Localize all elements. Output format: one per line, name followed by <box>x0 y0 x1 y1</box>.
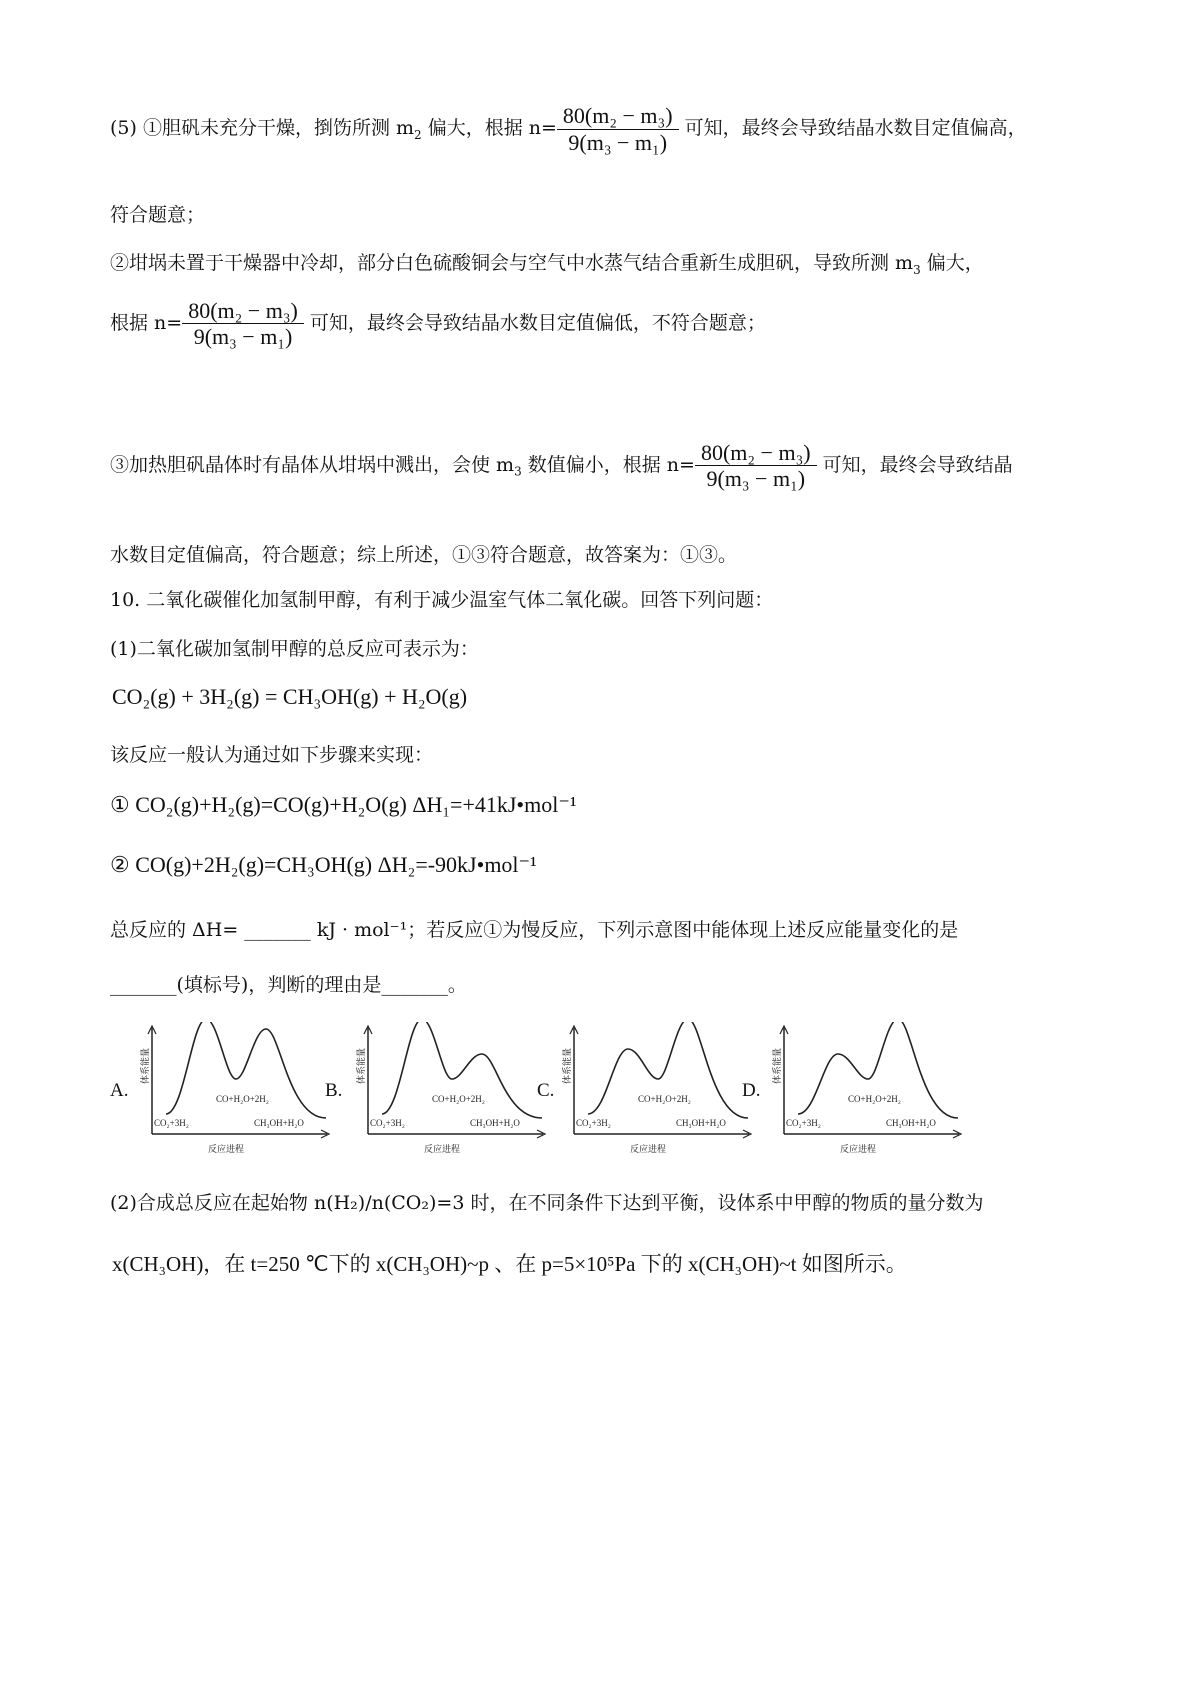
intermediate-label: CO+H₂O+2H₂ <box>848 1094 901 1104</box>
fraction-num: 80(m₂ − m₃) <box>695 440 817 466</box>
y-axis-label: 体系能量 <box>356 1047 366 1084</box>
option-label: C. <box>537 1080 555 1101</box>
p5c-line1-mid: 数值偏小，根据 n= <box>521 453 695 476</box>
fraction-2 <box>182 298 304 350</box>
fraction-den: 9(m₃ − m₁) <box>193 324 293 350</box>
p5c-line1 <box>110 440 1013 492</box>
y-axis-label: 体系能量 <box>140 1047 150 1084</box>
reactant-label: CO₂+3H₂ <box>576 1118 611 1128</box>
fraction-num: 80(m₂ − m₃) <box>557 103 679 129</box>
fraction-3 <box>695 440 817 492</box>
q10-p2-line2: x(CH₃OH)，在 t=250 ℃下的 x(CH₃OH)~p 、在 p=5×10⁵Pa 下的 x(CH₃OH)~t 如图所示。 <box>112 1252 907 1276</box>
p5b-line1-end: 偏大， <box>920 252 984 274</box>
q10-total-equation: CO₂(g) + 3H₂(g) = CH₃OH(g) + H₂O(g) <box>112 684 468 709</box>
product-label: CH₃OH+H₂O <box>886 1118 936 1128</box>
q10-stem: 10. 二氧化碳催化加氢制甲醇，有利于减少温室气体二氧化碳。回答下列问题： <box>110 589 774 611</box>
p5-line2: 符合题意； <box>110 204 206 226</box>
p5c-line2: 水数目定值偏高，符合题意；综上所述，①③符合题意，故答案为：①③。 <box>110 544 738 566</box>
p5-prefix: (5) ①胆矾未充分干燥，捯饬所测 m <box>110 117 415 139</box>
x-axis-label: 反应进程 <box>424 1144 461 1154</box>
intermediate-label: CO+H₂O+2H₂ <box>216 1094 269 1104</box>
energy-diagram <box>354 1022 549 1157</box>
p5b-line2-pre: 根据 n= <box>110 311 183 334</box>
q10-step2: ② CO(g)+2H₂(g)=CH₃OH(g) ΔH₂=-90kJ•mol⁻¹ <box>110 852 537 877</box>
option-label: B. <box>325 1080 343 1101</box>
q10-p1: (1)二氧化碳加氢制甲醇的总反应可表示为： <box>110 638 479 660</box>
fraction-den: 9(m₃ − m₁) <box>568 129 668 155</box>
p5b-line1-text: ②坩埚未置于干燥器中冷却，部分白色硫酸铜会与空气中水蒸气结合重新生成胆矾，导致所测 m <box>110 252 914 274</box>
p5c-line1-pre: ③加热胆矾晶体时有晶体从坩埚中溅出，会使 m <box>110 453 515 476</box>
product-label: CH₃OH+H₂O <box>676 1118 726 1128</box>
p5-line1 <box>110 98 1027 165</box>
reactant-label: CO₂+3H₂ <box>786 1118 821 1128</box>
q10-ask-line2: _______(填标号)，判断的理由是_______。 <box>110 974 467 996</box>
p5c-m-sub: 3 <box>514 464 522 479</box>
reactant-label: CO₂+3H₂ <box>154 1118 189 1128</box>
p5b-line1 <box>110 248 984 277</box>
x-axis-label: 反应进程 <box>840 1144 877 1154</box>
energy-diagram <box>138 1022 333 1157</box>
q10-p2-line1: (2)合成总反应在起始物 n(H₂)/n(CO₂)=3 时，在不同条件下达到平衡，设体系中甲醇的物质的量分数为 <box>110 1192 984 1214</box>
product-label: CH₃OH+H₂O <box>254 1118 304 1128</box>
fraction-num: 80(m₂ − m₃) <box>182 298 304 324</box>
y-axis-label: 体系能量 <box>772 1047 782 1084</box>
x-axis-label: 反应进程 <box>208 1144 245 1154</box>
fraction-1 <box>557 103 679 155</box>
intermediate-label: CO+H₂O+2H₂ <box>432 1094 485 1104</box>
x-axis-label: 反应进程 <box>630 1144 667 1154</box>
reactant-label: CO₂+3H₂ <box>370 1118 405 1128</box>
q10-steps-intro: 该反应一般认为通过如下步骤来实现： <box>110 744 434 766</box>
p5c-line1-post: 可知，最终会导致结晶 <box>816 453 1013 476</box>
option-label: D. <box>742 1080 761 1101</box>
energy-diagram <box>770 1022 965 1157</box>
p5-suffix: 可知，最终会导致结晶水数目定值偏高， <box>678 117 1027 139</box>
product-label: CH₃OH+H₂O <box>470 1118 520 1128</box>
q10-ask-line1: 总反应的 ΔH= _______ kJ · mol⁻¹；若反应①为慢反应，下列示意图中能体现上述反应能量变化的是 <box>110 919 959 941</box>
intermediate-label: CO+H₂O+2H₂ <box>638 1094 691 1104</box>
p5b-line2 <box>110 298 766 350</box>
option-label: A. <box>110 1080 129 1101</box>
p5b-m-sub: 3 <box>913 262 921 277</box>
energy-diagram <box>560 1022 755 1157</box>
p5b-line2-post: 可知，最终会导致结晶水数目定值偏低，不符合题意； <box>303 311 766 334</box>
p5-mid: 偏大，根据 n= <box>421 117 557 139</box>
y-axis-label: 体系能量 <box>562 1047 572 1084</box>
fraction-den: 9(m₃ − m₁) <box>706 466 806 492</box>
q10-step1: ① CO₂(g)+H₂(g)=CO(g)+H₂O(g) ΔH₁=+41kJ•mol⁻¹ <box>110 792 577 817</box>
p5-m-sub: 2 <box>414 127 422 142</box>
